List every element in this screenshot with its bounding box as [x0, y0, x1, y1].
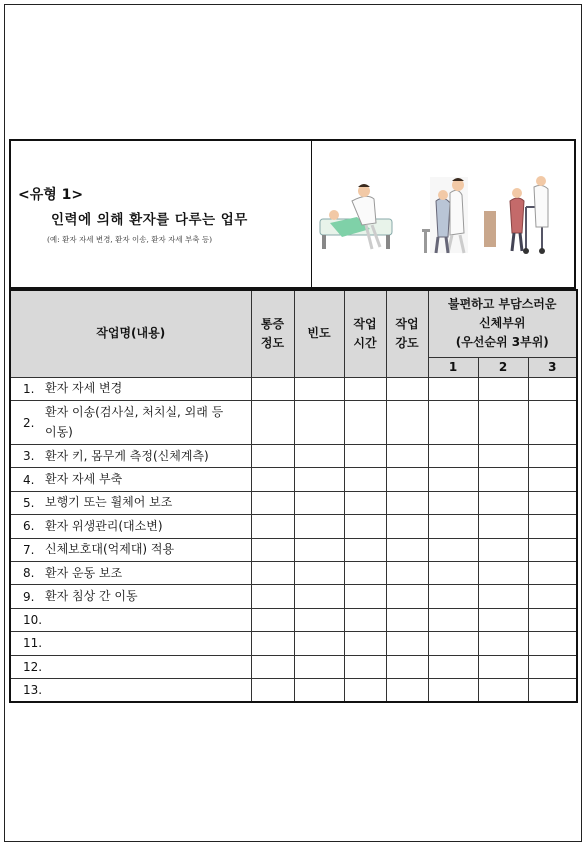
work-time-input-cell[interactable]	[344, 562, 386, 585]
type-title: <유형 1>	[18, 187, 84, 203]
header-pain: 통증 정도	[251, 290, 294, 377]
rank-3-input-cell[interactable]	[528, 562, 577, 585]
rank-3-input-cell[interactable]	[528, 491, 577, 514]
work-time-input-cell[interactable]	[344, 678, 386, 701]
table-row	[10, 562, 577, 585]
work-intensity-input-cell[interactable]	[386, 377, 428, 400]
table-row	[10, 401, 577, 445]
rank-1-input-cell[interactable]	[428, 377, 478, 400]
task-assessment-table	[9, 289, 578, 703]
work-time-input-cell[interactable]	[344, 608, 386, 631]
header-rank-3: 3	[528, 357, 577, 377]
rank-2-input-cell[interactable]	[478, 491, 528, 514]
rank-3-input-cell[interactable]	[528, 608, 577, 631]
work-time-input-cell[interactable]	[344, 377, 386, 400]
frequency-input-cell[interactable]	[294, 515, 344, 538]
task-label: 환자 자세 변경	[45, 381, 123, 396]
header-body-parts: 불편하고 부담스러운 신체부위 (우선순위 3부위)	[428, 290, 577, 357]
task-name-cell	[10, 562, 251, 585]
rank-3-input-cell[interactable]	[528, 678, 577, 701]
task-name-cell	[10, 515, 251, 538]
task-name-cell	[10, 538, 251, 561]
task-name-cell	[10, 632, 251, 655]
type-example: (예: 환자 자세 변경, 환자 이송, 환자 자세 부축 등)	[47, 235, 213, 244]
task-number: 8.	[23, 566, 35, 581]
task-number: 12.	[23, 659, 43, 674]
task-label: 신체보호대(억제대) 적용	[45, 542, 175, 557]
task-number: 6.	[23, 519, 35, 534]
rank-1-input-cell[interactable]	[428, 515, 478, 538]
frequency-input-cell[interactable]	[294, 585, 344, 608]
header-work-time: 작업 시간	[344, 290, 386, 377]
rank-2-input-cell[interactable]	[478, 401, 528, 445]
rank-2-input-cell[interactable]	[478, 445, 528, 468]
rank-2-input-cell[interactable]	[478, 515, 528, 538]
task-number: 10.	[23, 613, 43, 627]
work-time-input-cell[interactable]	[344, 515, 386, 538]
task-name-cell	[10, 491, 251, 514]
pain-input-cell[interactable]	[251, 678, 294, 701]
rank-1-input-cell[interactable]	[428, 562, 478, 585]
task-label: 환자 키, 몸무게 측정(신체계측)	[45, 448, 209, 463]
rank-3-input-cell[interactable]	[528, 655, 577, 678]
rank-2-input-cell[interactable]	[478, 608, 528, 631]
task-number: 1.	[23, 381, 35, 396]
rank-2-input-cell[interactable]	[478, 377, 528, 400]
table-row	[10, 515, 577, 538]
task-label: 환자 위생관리(대소변)	[45, 518, 163, 533]
header-work-intensity: 작업 강도	[386, 290, 428, 377]
rank-1-input-cell[interactable]	[428, 538, 478, 561]
frequency-input-cell[interactable]	[294, 445, 344, 468]
frequency-input-cell[interactable]	[294, 562, 344, 585]
scene-lifting-patient	[320, 184, 392, 249]
work-intensity-input-cell[interactable]	[386, 401, 428, 445]
rank-1-input-cell[interactable]	[428, 491, 478, 514]
rank-1-input-cell[interactable]	[428, 401, 478, 445]
work-intensity-input-cell[interactable]	[386, 655, 428, 678]
table-row	[10, 538, 577, 561]
task-name-cell	[10, 468, 251, 491]
pain-input-cell[interactable]	[251, 655, 294, 678]
task-label: 환자 자세 부축	[45, 472, 123, 487]
pain-input-cell[interactable]	[251, 445, 294, 468]
header-rank-1: 1	[428, 357, 478, 377]
rank-1-input-cell[interactable]	[428, 632, 478, 655]
task-label: 보행기 또는 휠체어 보조	[45, 495, 173, 510]
frequency-input-cell[interactable]	[294, 632, 344, 655]
header-frequency: 빈도	[294, 290, 344, 377]
pain-input-cell[interactable]	[251, 538, 294, 561]
task-number: 5.	[23, 496, 35, 511]
table-row	[10, 608, 577, 631]
frequency-input-cell[interactable]	[294, 491, 344, 514]
rank-3-input-cell[interactable]	[528, 377, 577, 400]
task-name-cell	[10, 678, 251, 701]
task-number: 11.	[23, 636, 43, 651]
work-intensity-input-cell[interactable]	[386, 585, 428, 608]
rank-3-input-cell[interactable]	[528, 468, 577, 491]
rank-2-input-cell[interactable]	[478, 562, 528, 585]
task-label: 환자 운동 보조	[45, 565, 123, 580]
pain-input-cell[interactable]	[251, 515, 294, 538]
pain-input-cell[interactable]	[251, 468, 294, 491]
rank-1-input-cell[interactable]	[428, 678, 478, 701]
rank-2-input-cell[interactable]	[478, 538, 528, 561]
work-intensity-input-cell[interactable]	[386, 562, 428, 585]
task-name-cell	[10, 655, 251, 678]
header-row-1	[10, 290, 577, 357]
task-number: 7.	[23, 542, 35, 557]
frequency-input-cell[interactable]	[294, 401, 344, 445]
rank-2-input-cell[interactable]	[478, 632, 528, 655]
task-number: 3.	[23, 449, 35, 464]
rank-2-input-cell[interactable]	[478, 655, 528, 678]
task-label: 환자 이송(검사실, 처치실, 외래 등 이동)	[45, 405, 224, 439]
rank-1-input-cell[interactable]	[428, 468, 478, 491]
task-name-cell	[10, 608, 251, 631]
rank-2-input-cell[interactable]	[478, 468, 528, 491]
rank-1-input-cell[interactable]	[428, 608, 478, 631]
table-row	[10, 655, 577, 678]
scene-standing-assist	[422, 177, 468, 253]
task-number: 13.	[23, 682, 43, 697]
table-row	[10, 632, 577, 655]
illustration-svg	[312, 141, 574, 287]
work-intensity-input-cell[interactable]	[386, 608, 428, 631]
pain-input-cell[interactable]	[251, 585, 294, 608]
rank-1-input-cell[interactable]	[428, 585, 478, 608]
work-time-input-cell[interactable]	[344, 491, 386, 514]
rank-2-input-cell[interactable]	[478, 585, 528, 608]
task-name-cell	[10, 401, 251, 445]
rank-3-input-cell[interactable]	[528, 445, 577, 468]
header-task: 작업명(내용)	[10, 290, 251, 377]
work-time-input-cell[interactable]	[344, 445, 386, 468]
rank-3-input-cell[interactable]	[528, 632, 577, 655]
task-number: 2.	[23, 415, 35, 430]
frequency-input-cell[interactable]	[294, 678, 344, 701]
table-row	[10, 377, 577, 400]
frequency-input-cell[interactable]	[294, 377, 344, 400]
work-intensity-input-cell[interactable]	[386, 491, 428, 514]
frequency-input-cell[interactable]	[294, 608, 344, 631]
work-time-input-cell[interactable]	[344, 538, 386, 561]
work-time-input-cell[interactable]	[344, 632, 386, 655]
rank-3-input-cell[interactable]	[528, 401, 577, 445]
pain-input-cell[interactable]	[251, 401, 294, 445]
table-row	[10, 678, 577, 701]
table-row	[10, 445, 577, 468]
pain-input-cell[interactable]	[251, 632, 294, 655]
header-rank-2: 2	[478, 357, 528, 377]
task-name-cell	[10, 445, 251, 468]
task-number: 9.	[23, 589, 35, 604]
type-subtitle: 인력에 의해 환자를 다루는 업무	[51, 212, 248, 228]
pain-input-cell[interactable]	[251, 377, 294, 400]
frequency-input-cell[interactable]	[294, 655, 344, 678]
work-time-input-cell[interactable]	[344, 585, 386, 608]
pain-input-cell[interactable]	[251, 562, 294, 585]
work-intensity-input-cell[interactable]	[386, 678, 428, 701]
pain-input-cell[interactable]	[251, 491, 294, 514]
rank-1-input-cell[interactable]	[428, 655, 478, 678]
task-name-cell	[10, 585, 251, 608]
frequency-input-cell[interactable]	[294, 538, 344, 561]
task-name-cell	[10, 377, 251, 400]
task-rows	[10, 377, 577, 702]
rank-2-input-cell[interactable]	[478, 678, 528, 701]
pain-input-cell[interactable]	[251, 608, 294, 631]
scene-walker-assist	[484, 176, 548, 254]
work-intensity-input-cell[interactable]	[386, 515, 428, 538]
patient-handling-illustration	[312, 141, 574, 287]
work-intensity-input-cell[interactable]	[386, 538, 428, 561]
type-header-box	[9, 139, 576, 289]
task-label: 환자 침상 간 이동	[45, 589, 138, 604]
work-time-input-cell[interactable]	[344, 401, 386, 445]
table-row	[10, 491, 577, 514]
table-row	[10, 585, 577, 608]
work-intensity-input-cell[interactable]	[386, 445, 428, 468]
task-number: 4.	[23, 472, 35, 487]
rank-3-input-cell[interactable]	[528, 515, 577, 538]
header-text-area	[11, 141, 312, 287]
frequency-input-cell[interactable]	[294, 468, 344, 491]
work-intensity-input-cell[interactable]	[386, 468, 428, 491]
rank-1-input-cell[interactable]	[428, 445, 478, 468]
work-intensity-input-cell[interactable]	[386, 632, 428, 655]
rank-3-input-cell[interactable]	[528, 585, 577, 608]
work-time-input-cell[interactable]	[344, 468, 386, 491]
work-time-input-cell[interactable]	[344, 655, 386, 678]
table-row	[10, 468, 577, 491]
rank-3-input-cell[interactable]	[528, 538, 577, 561]
